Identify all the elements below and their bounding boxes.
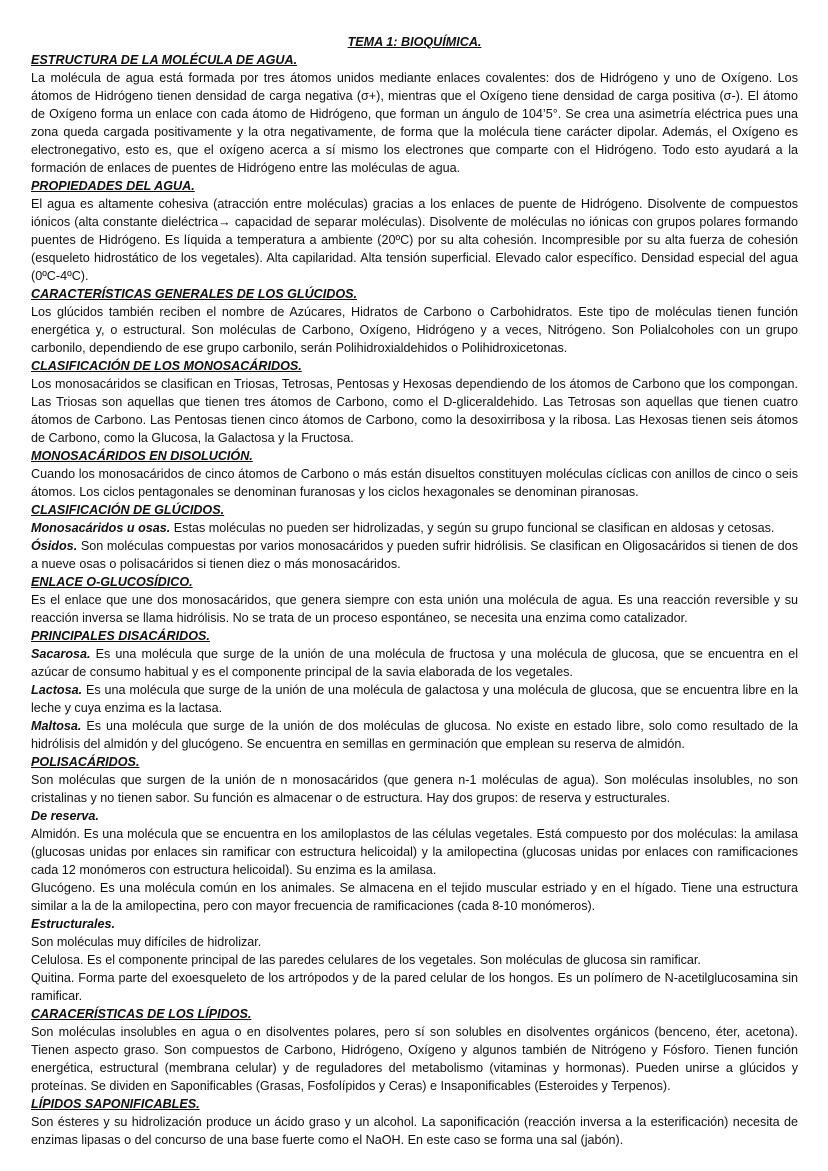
paragraph-polisacaridos-intro: Son moléculas que surgen de la unión de n monosacáridos (que genera n-1 moléculas de agua). Son moléculas insolubles, no son cristalinas y no tienen sabor. Su función es almacenar o de estructura. Hay dos grupos: de reserva y estructurales. — [31, 773, 798, 805]
paragraph-lipidos-saponificables: Son ésteres y su hidrolización produce un ácido graso y un alcohol. La saponificación (reacción inversa a la esterificación) necesita de enzimas lipasas o del concurso de una base fuerte como el NaOH. En este caso se forma una sal (jabón). — [31, 1115, 798, 1147]
subheading-estructurales: Estructurales. — [31, 917, 115, 931]
term-monosacaridos: Monosacáridos u osas. — [31, 521, 171, 535]
heading-principales-disacaridos: PRINCIPALES DISACÁRIDOS. — [31, 629, 210, 643]
paragraph-maltosa — [31, 717, 798, 753]
paragraph-caracteristicas-glucidos: Los glúcidos también reciben el nombre de Azúcares, Hidratos de Carbono o Carbohidratos. Este tipo de moléculas tienen función energética y, o estructural. Son moléculas de Carbono, Oxígeno, Hidrógeno y a veces, Nitrógeno. Son Polialcoholes con un grupo carbonilo, dependiendo de ese grupo carbonilo, serán Polihidroxialdehidos o Polihidroxicetonas. — [31, 305, 798, 355]
term-osidos: Ósidos. — [31, 539, 78, 553]
heading-propiedades-agua: PROPIEDADES DEL AGUA. — [31, 179, 195, 193]
heading-caracteristicas-glucidos: CARACTERÍSTICAS GENERALES DE LOS GLÚCIDOS. — [31, 287, 358, 301]
heading-caracteristicas-lipidos: CARACERÍSTICAS DE LOS LÍPIDOS. — [31, 1007, 252, 1021]
paragraph-caracteristicas-lipidos: Son moléculas insolubles en agua o en disolventes polares, pero sí son solubles en disolventes orgánicos (benceno, éter, acetona). Tienen aspecto graso. Son compuestos de Carbono, Hidrógeno, Oxígeno y algunos también de Nitrógeno y Fósforo. Tienen función energética, estructural (membrana celular) y de reguladores del metabolismo (vitaminas y hormonas). Pueden unirse a glúcidos y proteínas. Se dividen en Saponificables (Grasas, Fosfolípidos y Ceras) e Insaponificables (Esteroides y Terpenos). — [31, 1025, 798, 1093]
heading-polisacaridos: POLISACÁRIDOS. — [31, 755, 140, 769]
text-monosacaridos: Estas moléculas no pueden ser hidrolizadas, y según su grupo funcional se clasifican en aldosas y cetosas. — [170, 521, 775, 535]
heading-clasificacion-glucidos: CLASIFICACIÓN DE GLÚCIDOS. — [31, 503, 225, 517]
term-maltosa: Maltosa. — [31, 719, 82, 733]
heading-monosacaridos-disolucion: MONOSACÁRIDOS EN DISOLUCIÓN. — [31, 449, 253, 463]
paragraph-clasificacion-monosacaridos: Los monosacáridos se clasifican en Triosas, Tetrosas, Pentosas y Hexosas dependiendo de los átomos de Carbono que los compongan. Las Triosas son aquellas que tienen tres átomos de Carbono, como el D-gliceraldehido. Las Tetrosas son aquellas que tienen cuatro átomos de Carbono. Las Pentosas tienen cinco átomos de Carbono, como la desoxirribosa y la ribosa. Las Hexosas tienen seis átomos de Carbono, como la Glucosa, la Galactosa y la Fructosa. — [31, 377, 798, 445]
text-osidos: Son moléculas compuestas por varios monosacáridos y pueden sufrir hidrólisis. Se clasifican en Oligosacáridos si tienen de dos a nueve osas o polisacáridos si tienen diez o más monosacáridos. — [31, 539, 798, 571]
text-sacarosa: Es una molécula que surge de la unión de una molécula de fructosa y una molécula de glucosa, que se encuentra en el azúcar de consumo habitual y es el componente principal de la savia elaborada de los vegetales. — [31, 647, 798, 679]
paragraph-propiedades-agua: El agua es altamente cohesiva (atracción entre moléculas) gracias a los enlaces de puente de Hidrógeno. Disolvente de compuestos iónicos (alta constante dieléctrica→ capacidad de separar moléculas). Disolvente de moléculas no iónicas con grupos polares formando puentes de Hidrógeno. Es líquida a temperatura a ambiente (20ºC) por su alta cohesión. Incompresible por su alta fuerza de cohesión (esqueleto hidrostático de los vegetales). Alta capilaridad. Alta tensión superficial. Elevado calor específico. Densidad especial del agua (0ºC-4ºC). — [31, 197, 798, 283]
paragraph-estructurales-intro: Son moléculas muy difíciles de hidrolizar. — [31, 935, 262, 949]
paragraph-glucogeno: Glucógeno. Es una molécula común en los animales. Se almacena en el tejido muscular estriado y en el hígado. Tiene una estructura similar a la de la amilopectina, pero con mayor frecuencia de ramificaciones (cada 8-10 monómeros). — [31, 881, 798, 913]
paragraph-osidos — [31, 537, 798, 573]
text-maltosa: Es una molécula que surge de la unión de dos moléculas de glucosa. No existe en estado libre, solo como resultado de la hidrólisis del almidón y del glucógeno. Se encuentra en semillas en germinación que emplean su reserva de almidón. — [31, 719, 798, 751]
paragraph-sacarosa — [31, 645, 798, 681]
document-title: TEMA 1: BIOQUÍMICA. — [347, 35, 482, 49]
paragraph-estructura-agua: La molécula de agua está formada por tres átomos unidos mediante enlaces covalentes: dos de Hidrógeno y uno de Oxígeno. Los átomos de Hidrógeno tienen densidad de carga negativa (σ+), mientras que el Oxígeno tiene densidad de carga positiva (σ-). El átomo de Oxígeno forma un enlace con cada átomo de Hidrógeno, que forman un ángulo de 104’5°. Se crea una asimetría eléctrica pues una zona queda cargada positivamente y la otra negativamente, de forma que la molécula tiene carácter dipolar. Además, el Oxígeno es electronegativo, esto es, que el oxígeno acerca a sí mismo los electrones que comparte con el Hidrógeno. Todo esto ayudará a la formación de enlaces de puentes de Hidrógeno entre las moléculas de agua. — [31, 71, 798, 175]
paragraph-celulosa: Celulosa. Es el componente principal de las paredes celulares de los vegetales. Son moléculas de glucosa sin ramificar. — [31, 953, 701, 967]
paragraph-monosacaridos-osas — [31, 519, 798, 537]
paragraph-enlace-o-glucosidico: Es el enlace que une dos monosacáridos, que genera siempre con esta unión una molécula de agua. Es una reacción reversible y su reacción inversa se llama hidrólisis. No se trata de un proceso espontáneo, se necesita una enzima como catalizador. — [31, 593, 798, 625]
paragraph-almidon: Almidón. Es una molécula que se encuentra en los amiloplastos de las células vegetales. Está compuesto por dos moléculas: la amilasa (glucosas unidas por enlaces sin ramificar con estructura helicoidal) y la amilopectina (glucosas unidas por enlaces con ramificaciones cada 12 monómeros con estructura helicoidal). Su enzima es la amilasa. — [31, 827, 798, 877]
paragraph-monosacaridos-disolucion: Cuando los monosacáridos de cinco átomos de Carbono o más están disueltos constituyen moléculas cíclicas con anillos de cinco o seis átomos. Los ciclos pentagonales se denominan furanosas y los ciclos hexagonales se denominan piranosas. — [31, 467, 798, 499]
heading-lipidos-saponificables: LÍPIDOS SAPONIFICABLES. — [31, 1097, 200, 1111]
heading-estructura-agua: ESTRUCTURA DE LA MOLÉCULA DE AGUA. — [31, 53, 298, 67]
subheading-de-reserva: De reserva. — [31, 809, 99, 823]
heading-enlace-o-glucosidico: ENLACE O-GLUCOSÍDICO. — [31, 575, 193, 589]
term-lactosa: Lactosa. — [31, 683, 83, 697]
term-sacarosa: Sacarosa. — [31, 647, 91, 661]
text-lactosa: Es una molécula que surge de la unión de una molécula de galactosa y una molécula de glucosa, que se encuentra libre en la leche y cuya enzima es la lactasa. — [31, 683, 798, 715]
paragraph-quitina: Quitina. Forma parte del exoesqueleto de los artrópodos y de la pared celular de los hongos. Es un polímero de N-acetilglucosamina sin ramificar. — [31, 971, 798, 1003]
heading-clasificacion-monosacaridos: CLASIFICACIÓN DE LOS MONOSACÁRIDOS. — [31, 359, 302, 373]
paragraph-lactosa — [31, 681, 798, 717]
